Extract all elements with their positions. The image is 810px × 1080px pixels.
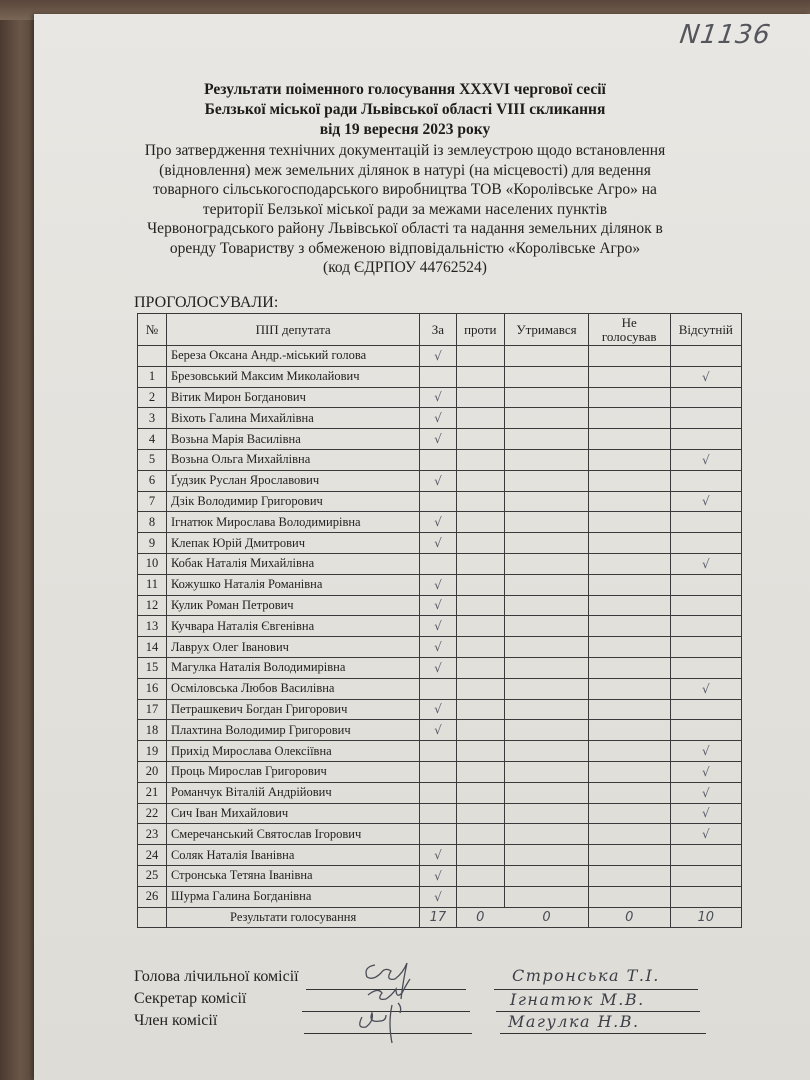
vote-cell-ne-holosuvav (588, 637, 670, 658)
checkmark-icon: √ (434, 515, 442, 530)
vote-cell-ne-holosuvav (588, 387, 670, 408)
vote-cell-vidsutnii (670, 346, 741, 367)
vote-cell-za (420, 491, 456, 512)
vote-cell-vidsutnii (670, 699, 741, 720)
vote-cell-utrymavsia (505, 595, 589, 616)
row-number: 8 (138, 512, 167, 533)
vote-cell-utrymavsia (505, 782, 589, 803)
checkmark-icon: √ (434, 598, 442, 613)
voting-table (137, 313, 742, 928)
row-number: 18 (138, 720, 167, 741)
vote-cell-vidsutnii (670, 824, 741, 845)
deputy-name: Лаврух Олег Іванович (166, 637, 419, 658)
subject-line: Про затвердження технічних документацій із землеустрою щодо встановлення (144, 142, 666, 159)
row-number: 21 (138, 782, 167, 803)
vote-cell-proty (456, 845, 505, 866)
deputy-name: Магулка Наталія Володимирівна (166, 657, 419, 678)
header-vidsutnii: Відсутній (670, 314, 741, 346)
deputy-name: Кожушко Наталія Романівна (166, 574, 419, 595)
vote-cell-za (420, 699, 456, 720)
deputy-name: Шурма Галина Богданівна (166, 886, 419, 907)
row-number: 17 (138, 699, 167, 720)
total-za: 17 (420, 907, 456, 928)
row-number: 2 (138, 387, 167, 408)
deputy-name: Кучвара Наталія Євгенівна (166, 616, 419, 637)
table-row (138, 824, 742, 845)
vote-cell-proty (456, 741, 505, 762)
table-row (138, 720, 742, 741)
table-row (138, 803, 742, 824)
vote-cell-za (420, 845, 456, 866)
deputy-name: Ігнатюк Мирослава Володимирівна (166, 512, 419, 533)
vote-cell-utrymavsia (505, 845, 589, 866)
vote-cell-za (420, 470, 456, 491)
table-row (138, 533, 742, 554)
vote-cell-utrymavsia (505, 699, 589, 720)
vote-cell-ne-holosuvav (588, 741, 670, 762)
checkmark-icon: √ (434, 536, 442, 551)
title-line: Результати поіменного голосування XXXVI чергової сесії (204, 81, 606, 98)
row-number: 9 (138, 533, 167, 554)
vote-cell-vidsutnii (670, 408, 741, 429)
table-row (138, 865, 742, 886)
vote-cell-ne-holosuvav (588, 699, 670, 720)
vote-cell-utrymavsia (505, 533, 589, 554)
role-chair: Голова лічильної комісії (134, 968, 299, 985)
table-row (138, 678, 742, 699)
deputy-name: Береза Оксана Андр.-міський голова (166, 346, 419, 367)
vote-cell-za (420, 449, 456, 470)
deputy-name: Віхоть Галина Михайлівна (166, 408, 419, 429)
vote-cell-vidsutnii (670, 657, 741, 678)
deputy-name: Стронська Тетяна Іванівна (166, 865, 419, 886)
vote-cell-ne-holosuvav (588, 449, 670, 470)
signature-roles (134, 966, 299, 1032)
vote-cell-proty (456, 429, 505, 450)
name-member: Магулка Н.В. (508, 1012, 640, 1031)
checkmark-icon: √ (434, 702, 442, 717)
table-row (138, 574, 742, 595)
vote-cell-vidsutnii (670, 491, 741, 512)
vote-cell-vidsutnii (670, 782, 741, 803)
vote-cell-utrymavsia (505, 366, 589, 387)
table-row (138, 886, 742, 907)
checkmark-icon: √ (434, 473, 442, 488)
deputy-name: Дзік Володимир Григорович (166, 491, 419, 512)
checkmark-icon: √ (701, 827, 710, 842)
checkmark-icon: √ (701, 494, 710, 509)
vote-cell-proty (456, 346, 505, 367)
vote-cell-proty (456, 387, 505, 408)
checkmark-icon: √ (434, 411, 442, 426)
document-title (0, 80, 810, 140)
vote-cell-utrymavsia (505, 346, 589, 367)
subject-line: території Белзької міської ради за межами населених пунктів (202, 200, 608, 218)
vote-cell-ne-holosuvav (588, 366, 670, 387)
checkmark-icon: √ (701, 806, 710, 821)
vote-cell-za (420, 886, 456, 907)
vote-cell-vidsutnii (670, 720, 741, 741)
vote-cell-utrymavsia (505, 553, 589, 574)
name-secretary: Ігнатюк М.В. (510, 990, 645, 1009)
checkmark-icon: √ (434, 889, 442, 904)
vote-cell-vidsutnii (670, 886, 741, 907)
vote-cell-vidsutnii (670, 637, 741, 658)
vote-cell-proty (456, 574, 505, 595)
vote-cell-vidsutnii (670, 574, 741, 595)
subject-line: оренду Товариству з обмеженою відповідальністю «Королівське Агро» (169, 239, 641, 257)
vote-cell-utrymavsia (505, 657, 589, 678)
vote-cell-za (420, 595, 456, 616)
total-proty: 0 (456, 907, 505, 928)
table-row (138, 637, 742, 658)
vote-cell-vidsutnii (670, 761, 741, 782)
table-row (138, 657, 742, 678)
vote-cell-ne-holosuvav (588, 803, 670, 824)
header-za: За (420, 314, 456, 346)
table-row (138, 553, 742, 574)
header-ne-holosuvav-line1: Не (621, 314, 637, 330)
vote-cell-proty (456, 720, 505, 741)
vote-cell-utrymavsia (505, 429, 589, 450)
vote-cell-proty (456, 637, 505, 658)
vote-cell-proty (456, 657, 505, 678)
vote-cell-vidsutnii (670, 553, 741, 574)
vote-cell-za (420, 803, 456, 824)
vote-cell-vidsutnii (670, 429, 741, 450)
vote-cell-za (420, 741, 456, 762)
vote-cell-utrymavsia (505, 678, 589, 699)
vote-cell-proty (456, 782, 505, 803)
title-line: від 19 вересня 2023 року (319, 121, 491, 138)
table-row (138, 782, 742, 803)
deputy-name: Петрашкевич Богдан Григорович (166, 699, 419, 720)
vote-cell-ne-holosuvav (588, 845, 670, 866)
table-row (138, 491, 742, 512)
vote-cell-proty (456, 699, 505, 720)
vote-cell-za (420, 533, 456, 554)
vote-cell-utrymavsia (505, 824, 589, 845)
vote-cell-utrymavsia (505, 491, 589, 512)
total-vidsutnii: 10 (670, 907, 741, 928)
table-row (138, 741, 742, 762)
checkmark-icon: √ (434, 432, 442, 447)
vote-cell-proty (456, 824, 505, 845)
name-line-member (500, 1033, 706, 1034)
row-number: 24 (138, 845, 167, 866)
vote-cell-proty (456, 595, 505, 616)
vote-cell-ne-holosuvav (588, 886, 670, 907)
header-name: ПІП депутата (166, 314, 419, 346)
table-row (138, 512, 742, 533)
header-ne-holosuvav (588, 314, 670, 346)
row-number: 15 (138, 657, 167, 678)
document-subject (0, 141, 810, 278)
vote-cell-proty (456, 408, 505, 429)
table-row (138, 346, 742, 367)
checkmark-icon: √ (434, 660, 442, 675)
vote-cell-ne-holosuvav (588, 657, 670, 678)
row-number: 3 (138, 408, 167, 429)
checkmark-icon: √ (701, 369, 710, 384)
table-row (138, 761, 742, 782)
table-row (138, 387, 742, 408)
vote-cell-ne-holosuvav (588, 720, 670, 741)
row-number: 22 (138, 803, 167, 824)
header-num: № (138, 314, 167, 346)
vote-cell-proty (456, 366, 505, 387)
vote-cell-za (420, 408, 456, 429)
vote-cell-za (420, 429, 456, 450)
row-number: 6 (138, 470, 167, 491)
document-number: N1136 (677, 20, 773, 50)
vote-cell-utrymavsia (505, 512, 589, 533)
vote-cell-proty (456, 616, 505, 637)
vote-cell-utrymavsia (505, 865, 589, 886)
vote-cell-proty (456, 491, 505, 512)
vote-cell-ne-holosuvav (588, 595, 670, 616)
role-secretary: Секретар комісії (134, 990, 247, 1007)
row-number: 20 (138, 761, 167, 782)
checkmark-icon: √ (434, 348, 442, 363)
deputy-name: Клепак Юрій Дмитрович (166, 533, 419, 554)
deputy-name: Возьна Марія Василівна (166, 429, 419, 450)
table-row (138, 429, 742, 450)
deputy-name: Кулик Роман Петрович (166, 595, 419, 616)
vote-cell-za (420, 637, 456, 658)
vote-cell-utrymavsia (505, 574, 589, 595)
vote-cell-za (420, 574, 456, 595)
vote-cell-vidsutnii (670, 595, 741, 616)
subject-line: (відновлення) меж земельних ділянок в натурі (на місцевості) для ведення (159, 161, 651, 179)
vote-cell-proty (456, 533, 505, 554)
table-row (138, 595, 742, 616)
vote-cell-za (420, 865, 456, 886)
row-number: 23 (138, 824, 167, 845)
checkmark-icon: √ (701, 452, 710, 467)
vote-cell-vidsutnii (670, 678, 741, 699)
deputy-name: Смеречанський Святослав Ігорович (166, 824, 419, 845)
vote-cell-utrymavsia (505, 637, 589, 658)
vote-cell-proty (456, 678, 505, 699)
title-line: Белзької міської ради Львівської області VIII скликання (204, 101, 606, 118)
vote-cell-utrymavsia (505, 408, 589, 429)
checkmark-icon: √ (434, 577, 442, 592)
vote-cell-za (420, 616, 456, 637)
vote-cell-ne-holosuvav (588, 512, 670, 533)
results-label: Результати голосування (166, 907, 419, 928)
vote-cell-za (420, 782, 456, 803)
checkmark-icon: √ (701, 744, 710, 759)
vote-cell-utrymavsia (505, 720, 589, 741)
deputy-name: Вітик Мирон Богданович (166, 387, 419, 408)
vote-cell-ne-holosuvav (588, 782, 670, 803)
vote-cell-vidsutnii (670, 616, 741, 637)
vote-cell-utrymavsia (505, 761, 589, 782)
vote-cell-proty (456, 512, 505, 533)
checkmark-icon: √ (701, 785, 710, 800)
vote-cell-ne-holosuvav (588, 574, 670, 595)
header-utrymavsia: Утримався (505, 314, 589, 346)
deputy-name: Проць Мирослав Григорович (166, 761, 419, 782)
header-ne-holosuvav-line2: голосував (601, 328, 657, 344)
checkmark-icon: √ (434, 723, 442, 738)
vote-cell-utrymavsia (505, 741, 589, 762)
vote-cell-utrymavsia (505, 886, 589, 907)
vote-cell-za (420, 657, 456, 678)
handwritten-signatures (340, 945, 440, 1045)
checkmark-icon: √ (434, 619, 442, 634)
row-number: 25 (138, 865, 167, 886)
vote-cell-za (420, 387, 456, 408)
vote-cell-vidsutnii (670, 803, 741, 824)
vote-cell-za (420, 720, 456, 741)
checkmark-icon: √ (701, 556, 710, 571)
vote-cell-proty (456, 449, 505, 470)
row-number: 4 (138, 429, 167, 450)
vote-cell-ne-holosuvav (588, 616, 670, 637)
vote-cell-vidsutnii (670, 470, 741, 491)
deputy-name: Кобак Наталія Михайлівна (166, 553, 419, 574)
deputy-name: Романчук Віталій Андрійович (166, 782, 419, 803)
table-row (138, 449, 742, 470)
vote-cell-utrymavsia (505, 449, 589, 470)
checkmark-icon: √ (701, 681, 710, 696)
row-number: 13 (138, 616, 167, 637)
total-ne-holosuvav: 0 (588, 907, 670, 928)
deputy-name: Ґудзик Руслан Ярославович (166, 470, 419, 491)
row-number: 16 (138, 678, 167, 699)
vote-cell-ne-holosuvav (588, 865, 670, 886)
table-row (138, 845, 742, 866)
vote-cell-ne-holosuvav (588, 678, 670, 699)
vote-cell-ne-holosuvav (588, 346, 670, 367)
role-member: Член комісії (134, 1012, 218, 1029)
row-number: 14 (138, 637, 167, 658)
subject-line: (код ЄДРПОУ 44762524) (323, 259, 487, 276)
checkmark-icon: √ (434, 848, 442, 863)
row-number: 12 (138, 595, 167, 616)
results-row (138, 907, 742, 928)
vote-cell-vidsutnii (670, 449, 741, 470)
vote-cell-vidsutnii (670, 865, 741, 886)
total-utrymavsia: 0 (505, 907, 589, 928)
vote-cell-ne-holosuvav (588, 533, 670, 554)
row-number: 26 (138, 886, 167, 907)
vote-cell-za (420, 512, 456, 533)
deputy-name: Прихід Мирослава Олексіївна (166, 741, 419, 762)
deputy-name: Соляк Наталія Іванівна (166, 845, 419, 866)
deputy-name: Брезовський Максим Миколайович (166, 366, 419, 387)
vote-cell-proty (456, 553, 505, 574)
vote-cell-ne-holosuvav (588, 553, 670, 574)
deputy-name: Сич Іван Михайлович (166, 803, 419, 824)
vote-cell-utrymavsia (505, 387, 589, 408)
vote-cell-utrymavsia (505, 470, 589, 491)
vote-cell-vidsutnii (670, 512, 741, 533)
checkmark-icon: √ (434, 868, 442, 883)
deputy-name: Осміловська Любов Василівна (166, 678, 419, 699)
vote-cell-za (420, 678, 456, 699)
row-number (138, 346, 167, 367)
vote-cell-za (420, 553, 456, 574)
row-number: 1 (138, 366, 167, 387)
vote-cell-vidsutnii (670, 533, 741, 554)
table-header-row (138, 314, 742, 346)
voted-label: ПРОГОЛОСУВАЛИ: (134, 294, 279, 311)
vote-cell-vidsutnii (670, 741, 741, 762)
vote-cell-vidsutnii (670, 366, 741, 387)
deputy-name: Возьна Ольга Михайлівна (166, 449, 419, 470)
vote-cell-ne-holosuvav (588, 824, 670, 845)
vote-cell-vidsutnii (670, 845, 741, 866)
vote-cell-ne-holosuvav (588, 761, 670, 782)
table-row (138, 366, 742, 387)
name-chair: Стронська Т.І. (512, 966, 660, 985)
table-row (138, 408, 742, 429)
vote-cell-proty (456, 886, 505, 907)
row-number: 11 (138, 574, 167, 595)
vote-cell-utrymavsia (505, 616, 589, 637)
deputy-name: Плахтина Володимир Григорович (166, 720, 419, 741)
vote-cell-za (420, 346, 456, 367)
row-number: 10 (138, 553, 167, 574)
checkmark-icon: √ (434, 390, 442, 405)
vote-cell-za (420, 366, 456, 387)
vote-cell-ne-holosuvav (588, 491, 670, 512)
table-row (138, 470, 742, 491)
vote-cell-ne-holosuvav (588, 429, 670, 450)
vote-cell-za (420, 761, 456, 782)
row-number: 5 (138, 449, 167, 470)
header-proty: проти (456, 314, 505, 346)
subject-line: Червоноградського району Львівської області та надання земельних ділянок в (147, 220, 663, 237)
vote-cell-vidsutnii (670, 387, 741, 408)
vote-cell-proty (456, 761, 505, 782)
table-row (138, 616, 742, 637)
vote-cell-utrymavsia (505, 803, 589, 824)
vote-cell-za (420, 824, 456, 845)
vote-cell-ne-holosuvav (588, 470, 670, 491)
results-num-cell (138, 907, 167, 928)
checkmark-icon: √ (701, 764, 710, 779)
table-row (138, 699, 742, 720)
row-number: 7 (138, 491, 167, 512)
vote-cell-proty (456, 865, 505, 886)
vote-cell-proty (456, 803, 505, 824)
checkmark-icon: √ (434, 640, 442, 655)
row-number: 19 (138, 741, 167, 762)
subject-line: товарного сільськогосподарського виробництва ТОВ «Королівське Агро» на (153, 181, 657, 198)
vote-cell-proty (456, 470, 505, 491)
vote-cell-ne-holosuvav (588, 408, 670, 429)
